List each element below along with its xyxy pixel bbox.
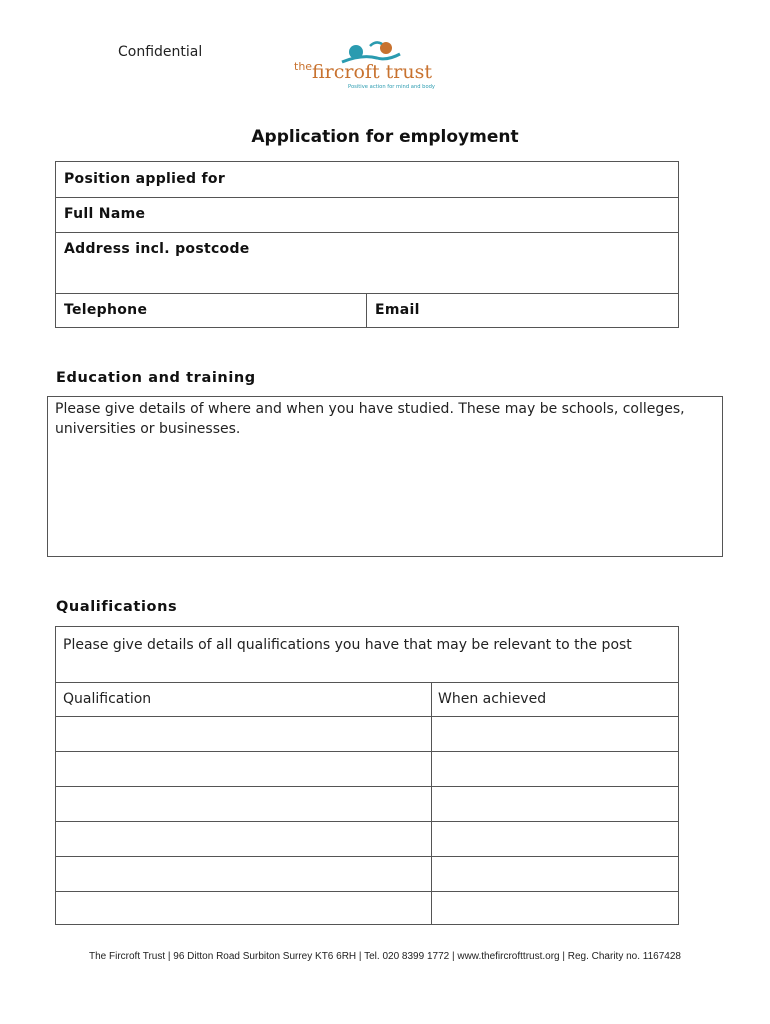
telephone-cell[interactable]	[56, 293, 367, 327]
full-name-label: Full Name	[64, 206, 146, 222]
qualifications-table	[55, 626, 679, 925]
qualifications-heading: Qualifications	[56, 599, 178, 615]
qualification-row	[56, 857, 678, 892]
when-achieved-cell[interactable]	[432, 717, 678, 751]
logo-word-name: fircroft trust	[312, 61, 432, 83]
qualification-column-header	[56, 682, 432, 717]
qualification-cell[interactable]	[56, 752, 432, 786]
education-heading: Education and training	[56, 370, 256, 386]
qualification-cell[interactable]	[56, 787, 432, 821]
position-row[interactable]	[56, 162, 678, 198]
qualifications-instructions-row	[56, 627, 678, 683]
qualification-cell[interactable]	[56, 857, 432, 891]
qualification-row	[56, 787, 678, 822]
when-achieved-column-label: When achieved	[438, 691, 547, 707]
logo-tagline: Positive action for mind and body	[348, 84, 436, 90]
footer-contact: The Fircroft Trust | 96 Ditton Road Surbiton Surrey KT6 6RH | Tel. 020 8399 1772 | www.thefircrofttrust.org | Reg. Charity no. 1167428	[89, 951, 681, 962]
email-cell[interactable]	[367, 293, 678, 327]
qualification-cell[interactable]	[56, 892, 432, 924]
telephone-label: Telephone	[64, 302, 148, 318]
qualification-column-label: Qualification	[63, 691, 152, 707]
qualification-row	[56, 822, 678, 857]
qualification-cell[interactable]	[56, 717, 432, 751]
logo-arm-upper	[370, 42, 382, 46]
qualifications-instructions: Please give details of all qualifications you have that may be relevant to the post	[63, 637, 632, 653]
qualification-row	[56, 892, 678, 924]
when-achieved-cell[interactable]	[432, 892, 678, 924]
education-box[interactable]	[47, 396, 723, 557]
when-achieved-cell[interactable]	[432, 752, 678, 786]
personal-details-table	[55, 161, 679, 328]
qualification-row	[56, 717, 678, 752]
fullname-row[interactable]	[56, 197, 678, 233]
email-label: Email	[375, 302, 420, 318]
when-achieved-column-header	[432, 682, 678, 717]
confidential-label: Confidential	[118, 44, 203, 60]
education-instructions: Please give details of where and when you have studied. These may be schools, colleges, universities or businesses.	[55, 401, 685, 437]
when-achieved-cell[interactable]	[432, 787, 678, 821]
address-row[interactable]	[56, 232, 678, 294]
fircroft-trust-logo	[292, 36, 452, 92]
logo-word-the: the	[294, 60, 313, 73]
page-title: Application for employment	[251, 127, 519, 147]
qualification-row	[56, 752, 678, 787]
qualification-cell[interactable]	[56, 822, 432, 856]
when-achieved-cell[interactable]	[432, 857, 678, 891]
when-achieved-cell[interactable]	[432, 822, 678, 856]
address-label: Address incl. postcode	[64, 241, 250, 257]
position-applied-for-label: Position applied for	[64, 171, 226, 187]
